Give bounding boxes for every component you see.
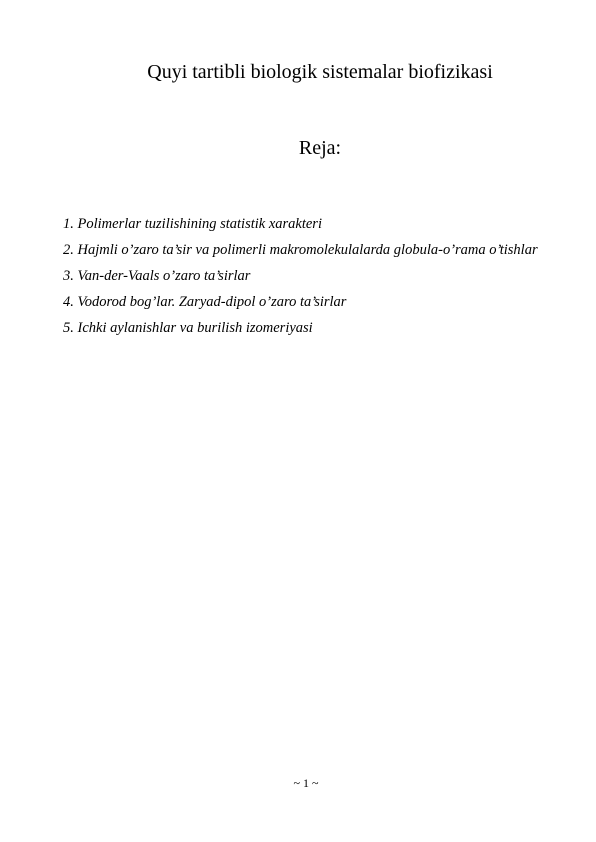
plan-item: 5. Ichki aylanishlar va burilish izomeriyasi bbox=[63, 320, 313, 336]
plan-heading: Reja: bbox=[298, 137, 342, 159]
plan-item: 4. Vodorod bog’lar. Zaryad-dipol o’zaro ta’sirlar bbox=[63, 294, 347, 310]
plan-item: 2. Hajmli o’zaro ta’sir va polimerli makromolekulalarda globula-o’rama o’tishlar bbox=[63, 242, 538, 258]
plan-item: 1. Polimerlar tuzilishining statistik xarakteri bbox=[63, 216, 322, 232]
page-number: ~ 1 ~ bbox=[293, 776, 319, 790]
plan-list bbox=[63, 211, 543, 341]
plan-item: 3. Van-der-Vaals o’zaro ta’sirlar bbox=[63, 268, 251, 284]
document-title: Quyi tartibli biologik sistemalar biofizikasi bbox=[147, 61, 493, 83]
